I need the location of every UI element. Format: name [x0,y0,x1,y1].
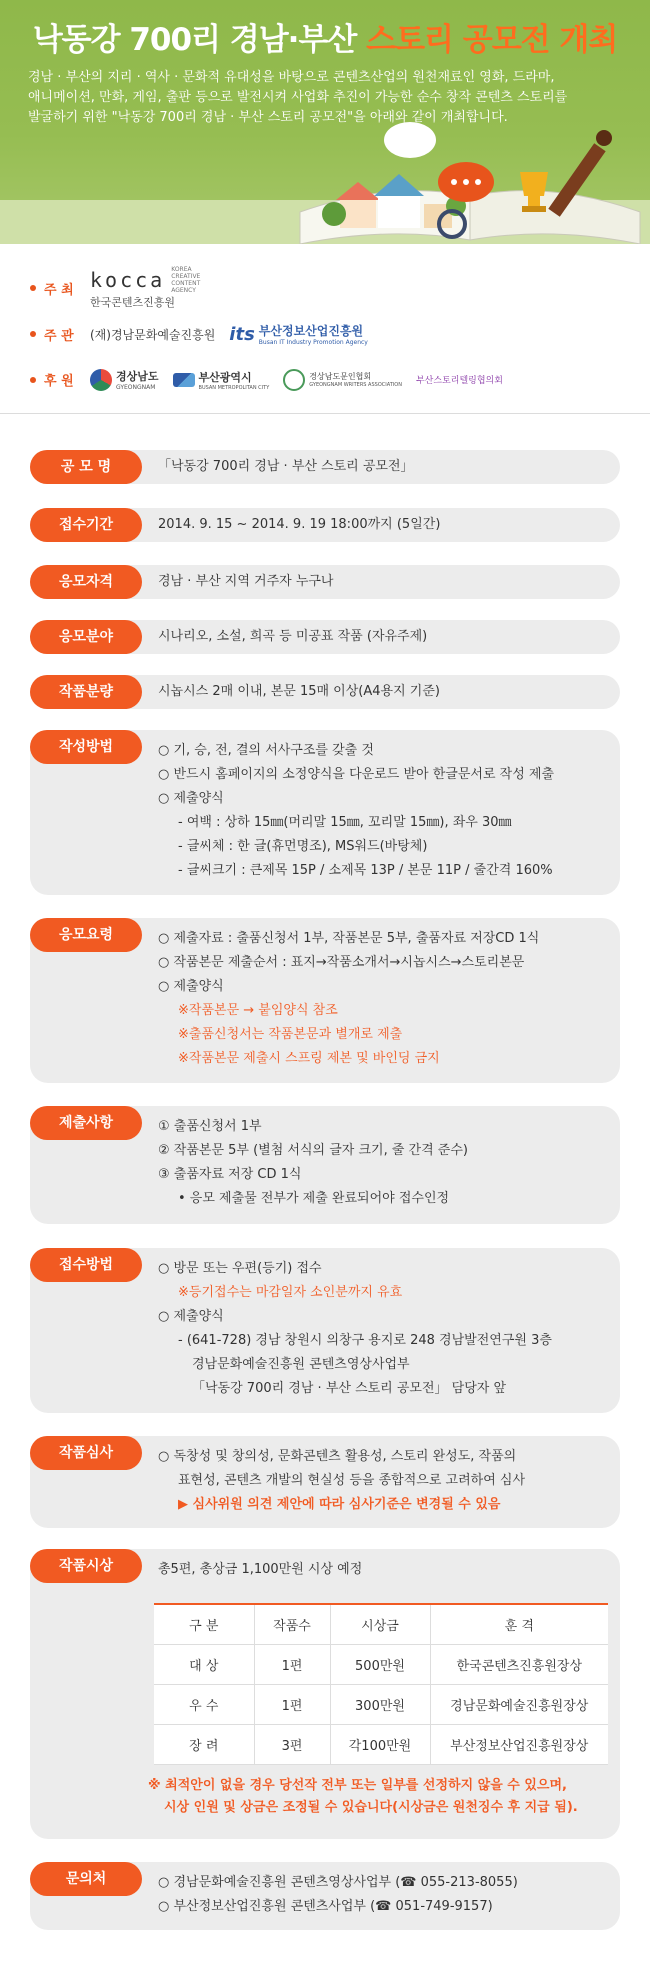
content-line: ② 작품본문 5부 (별첨 서식의 글자 크기, 줄 간격 준수) [158,1143,468,1158]
sponsor-row [30,368,517,391]
intro-line: 발굴하기 위한 "낙동강 700리 경남 · 부산 스토리 공모전"을 아래와 같이 개최합니다. [28,110,508,125]
section-submission [30,1106,620,1224]
content-line: ○ 제출자료 : 출품신청서 1부, 작품본문 5부, 출품자료 저장CD 1식 [158,931,540,946]
content-line: ○ 제출양식 [158,979,224,994]
section-writing-method [30,730,620,895]
notice-line: ※등기접수는 마감일자 소인분까지 유효 [178,1285,403,1300]
sponsor-storytelling: 부산스토리텔링협의회 [415,376,503,386]
table-cell: 부산정보산업진흥원장상 [430,1724,608,1764]
column-header: 훈 격 [430,1604,608,1644]
intro-description [28,68,628,128]
sponsor-label: 후 원 [30,370,90,389]
content-line: - (641-728) 경남 창원시 의창구 용지로 248 경남발전연구원 3층 [178,1333,552,1348]
table-row [154,1724,608,1764]
section-contest-name [30,450,620,484]
sponsor-busan: 부산광역시 BUSAN METROPOLITAN CITY [173,369,270,391]
gyeongnam-logo-icon [90,369,112,391]
organizer-row [30,322,382,346]
section-eligibility [30,565,620,599]
organizer-gyeongnam: (재)경남문화예술진흥원 [90,327,216,342]
section-field [30,620,620,654]
busan-logo-icon [173,373,195,387]
label-pill: 접수방법 [30,1248,142,1282]
label-pill: 작품심사 [30,1436,142,1470]
content-line: • 응모 제출물 전부가 제출 완료되어야 접수인정 [178,1191,450,1206]
content-line: 표현성, 콘텐츠 개발의 현실성 등을 종합적으로 고려하여 심사 [178,1473,526,1488]
table-row [154,1644,608,1684]
prize-summary: 총5편, 총상금 1,100만원 시상 예정 [158,1562,363,1577]
content-line: ○ 제출양식 [158,791,224,806]
section-body [158,1115,610,1211]
table-row [154,1684,608,1724]
content-line: ○ 독창성 및 창의성, 문화콘텐츠 활용성, 스토리 완성도, 작품의 [158,1449,517,1464]
content-line: ○ 제출양식 [158,1309,224,1324]
table-cell: 300만원 [330,1684,430,1724]
section-body [158,570,610,594]
content-line: ○ 기, 승, 전, 결의 서사구조를 갖출 것 [158,743,374,758]
section-prizes [30,1549,620,1839]
label-pill: 응모분야 [30,620,142,654]
header-banner [0,0,650,244]
sponsor-gyeongnam: 경상남도 GYEONGNAM [90,368,159,391]
content-line: 2014. 9. 15 ~ 2014. 9. 19 18:00까지 (5일간) [158,517,441,532]
content-line: ③ 출품자료 저장 CD 1식 [158,1167,302,1182]
host-label: 주 최 [30,279,90,298]
section-body [158,927,610,1071]
content-line: 「낙동강 700리 경남 · 부산 스토리 공모전」 [158,459,414,474]
content-line: ○ 반드시 홈페이지의 소정양식을 다운로드 받아 한글문서로 작성 제출 [158,767,555,782]
bitpa-logo-icon: its [229,323,255,345]
column-header: 시상금 [330,1604,430,1644]
section-body [158,455,610,479]
label-pill: 작품분량 [30,675,142,709]
section-body [158,1558,610,1582]
notice-line: 시상 인원 및 상금은 조정될 수 있습니다(시상금은 원천징수 후 지급 됨). [164,1800,578,1815]
content-line: 경남문화예술진흥원 콘텐츠영상사업부 [192,1357,410,1372]
section-body [158,513,610,537]
label-pill: 응모요령 [30,918,142,952]
label-pill: 문의처 [30,1862,142,1896]
content-line: ① 출품신청서 1부 [158,1119,262,1134]
bullet-icon [30,377,36,383]
label-pill: 제출사항 [30,1106,142,1140]
organizer-busan: its 부산정보산업진흥원 Busan IT Industry Promotion Agency [229,323,368,346]
content-line: ○ 작품본문 제출순서 : 표지→작품소개서→시놉시스→스토리본문 [158,955,525,970]
section-body [158,625,610,649]
bullet-icon [30,331,36,337]
organizers-block [0,244,650,414]
notice-line: ※출품신청서는 작품본문과 별개로 제출 [178,1027,403,1042]
label-pill: 작성방법 [30,730,142,764]
writers-logo-icon [283,369,305,391]
notice-line: ▶ 심사위원 의견 제안에 따라 심사기준은 변경될 수 있음 [178,1497,501,1512]
section-body [158,680,610,704]
prize-table [154,1603,608,1765]
column-header: 구 분 [154,1604,254,1644]
content-line: 경남 · 부산 지역 거주자 누구나 [158,574,334,589]
table-cell: 한국콘텐츠진흥원장상 [430,1644,608,1684]
column-header: 작품수 [254,1604,330,1644]
table-cell: 3편 [254,1724,330,1764]
section-period [30,508,620,542]
label-pill: 공 모 명 [30,450,142,484]
table-cell: 장 려 [154,1724,254,1764]
content-line: 「낙동강 700리 경남 · 부산 스토리 공모전」 담당자 앞 [192,1381,507,1396]
content-line: 시놉시스 2매 이내, 본문 15매 이상(A4용지 기준) [158,684,440,699]
table-cell: 500만원 [330,1644,430,1684]
prize-notice [148,1775,618,1819]
content-line: - 글씨크기 : 큰제목 15P / 소제목 13P / 본문 11P / 줄간격 160% [178,863,553,878]
table-header-row [154,1604,608,1644]
content-line: ○ 방문 또는 우편(등기) 접수 [158,1261,322,1276]
notice-line: ※ 최적안이 없을 경우 당선작 전부 또는 일부를 선정하지 않을 수 있으며, [148,1778,567,1793]
label-pill: 작품시상 [30,1549,142,1583]
page-title: 낙동강 700리 경남·부산 스토리 공모전 개최 [32,22,618,58]
table-cell: 1편 [254,1684,330,1724]
bullet-icon [30,285,36,291]
section-body [158,1871,610,1919]
section-review [30,1436,620,1528]
content-line: - 여백 : 상하 15㎜(머리말 15㎜, 꼬리말 15㎜), 좌우 30㎜ [178,815,512,830]
host-logo: kocca KOREA CREATIVE CONTENT AGENCY 한국콘텐츠진흥원 [90,266,201,309]
section-guidelines [30,918,620,1083]
label-pill: 응모자격 [30,565,142,599]
section-body [158,1445,610,1517]
label-pill: 접수기간 [30,508,142,542]
notice-line: ※작품본문 → 붙임양식 참조 [178,1003,338,1018]
content-line: 시나리오, 소설, 희곡 등 미공표 작품 (자유주제) [158,629,428,644]
notice-line: ※작품본문 제출시 스프링 제본 및 바인딩 금지 [178,1051,440,1066]
contact-line: ○ 경남문화예술진흥원 콘텐츠영상사업부 (☎ 055-213-8055) [158,1875,518,1890]
intro-line: 애니메이션, 만화, 게임, 출판 등으로 발전시켜 사업화 추진이 가능한 순수 창작 콘텐츠 스토리를 [28,90,568,105]
section-volume [30,675,620,709]
section-body [158,739,610,883]
section-receipt-method [30,1248,620,1413]
table-cell: 각100만원 [330,1724,430,1764]
section-body [158,1257,610,1401]
table-cell: 우 수 [154,1684,254,1724]
table-cell: 1편 [254,1644,330,1684]
content-line: - 글씨체 : 한 글(휴먼명조), MS워드(바탕체) [178,839,428,854]
contact-line: ○ 부산정보산업진흥원 콘텐츠사업부 (☎ 051-749-9157) [158,1899,493,1914]
organizer-label: 주 관 [30,325,90,344]
host-row [30,266,231,310]
section-contact [30,1862,620,1930]
table-cell: 대 상 [154,1644,254,1684]
sponsor-writers: 경상남도문인협회 GYEONGNAM WRITERS ASSOCIATION [283,369,402,391]
intro-line: 경남 · 부산의 지리 · 역사 · 문화적 유대성을 바탕으로 콘텐츠산업의 원천재료인 영화, 드라마, [28,70,555,85]
table-cell: 경남문화예술진흥원장상 [430,1684,608,1724]
